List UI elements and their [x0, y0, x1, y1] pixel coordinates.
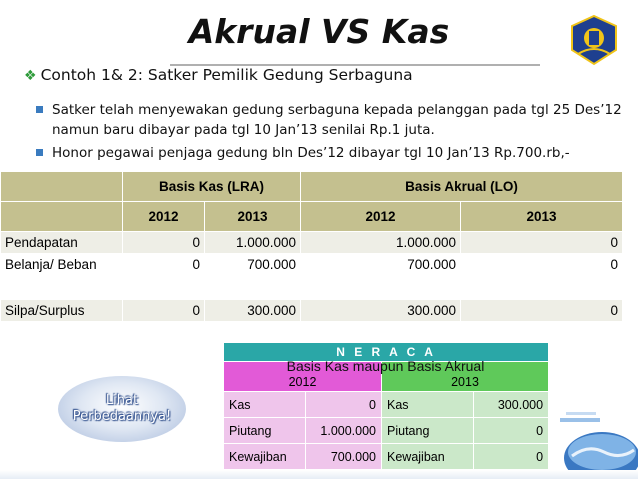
cell-value: 1.000.000: [301, 232, 461, 254]
header-basis-kas: Basis Kas (LRA): [123, 172, 301, 202]
row-label: Piutang: [224, 418, 306, 444]
year-header: 2013: [205, 202, 301, 232]
table-row: [1, 254, 623, 300]
main-bullet: [24, 66, 413, 84]
sub-bullet-2: [52, 143, 632, 163]
cell-value: 0: [123, 232, 205, 254]
row-label: Kewajiban: [224, 444, 306, 470]
footer-band: [0, 470, 638, 479]
globe-icon: [552, 408, 638, 479]
neraca-year-2013: 2013: [382, 362, 549, 392]
callout-line-1: Lihat: [105, 393, 139, 408]
sub-bullet-text: Satker telah menyewakan gedung serbaguna kepada pelanggan pada tgl 25 Des’12 namun baru dibayar pada tgl 10 Jan’13 senilai Rp.1 juta.: [52, 102, 622, 138]
cell-value: 0: [123, 300, 205, 322]
header-basis-akrual: Basis Akrual (LO): [301, 172, 623, 202]
square-bullet-icon: [36, 106, 43, 113]
cell-value: 300.000: [301, 300, 461, 322]
cell-value: 1.000.000: [205, 232, 301, 254]
callout-text: [73, 393, 172, 425]
year-header: 2012: [301, 202, 461, 232]
callout-oval: [58, 376, 186, 442]
row-label: Piutang: [382, 418, 474, 444]
cell-value: 0: [306, 392, 382, 418]
row-label: Kas: [224, 392, 306, 418]
empty-header-cell: [1, 172, 123, 202]
cell-value: 0: [474, 418, 549, 444]
cell-value: 700.000: [205, 254, 301, 300]
cell-value: 0: [461, 300, 623, 322]
callout-line-2: Perbedaannya!: [72, 409, 172, 424]
year-header: 2013: [461, 202, 623, 232]
neraca-year-2012: 2012: [224, 362, 382, 392]
comparison-table: [0, 171, 623, 322]
row-label: Kewajiban: [382, 444, 474, 470]
empty-header-cell: [1, 202, 123, 232]
square-bullet-icon: [36, 149, 43, 156]
cell-value: 1.000.000: [306, 418, 382, 444]
row-label: Silpa/Surplus: [1, 300, 123, 322]
cell-value: 700.000: [306, 444, 382, 470]
year-header: 2012: [123, 202, 205, 232]
row-label: Pendapatan: [1, 232, 123, 254]
table-row: [1, 232, 623, 254]
cell-value: 300.000: [205, 300, 301, 322]
row-label: Belanja/ Beban: [1, 254, 123, 300]
diamond-bullet-icon: ❖: [24, 68, 37, 84]
table-row: [224, 418, 549, 444]
cell-value: 0: [474, 444, 549, 470]
cell-value: 300.000: [474, 392, 549, 418]
cell-value: 0: [123, 254, 205, 300]
cell-value: 0: [461, 254, 623, 300]
neraca-subtitle: Basis Kas maupun Basis Akrual: [286, 358, 485, 374]
main-bullet-text: Contoh 1& 2: Satker Pemilik Gedung Serbaguna: [40, 66, 413, 84]
year-header-row: [1, 202, 623, 232]
sub-bullet-1: [52, 100, 624, 140]
table-row: [1, 300, 623, 322]
table-row: [224, 392, 549, 418]
sub-bullet-text: Honor pegawai penjaga gedung bln Des’12 dibayar tgl 10 Jan’13 Rp.700.rb,-: [52, 145, 570, 161]
table-row: [224, 444, 549, 470]
cell-value: 0: [461, 232, 623, 254]
emblem-icon: [568, 14, 620, 66]
group-header-row: [1, 172, 623, 202]
cell-value: 700.000: [301, 254, 461, 300]
neraca-title: N E R A C A: [224, 343, 549, 362]
slide-title: Akrual VS Kas: [188, 12, 450, 51]
row-label: Kas: [382, 392, 474, 418]
